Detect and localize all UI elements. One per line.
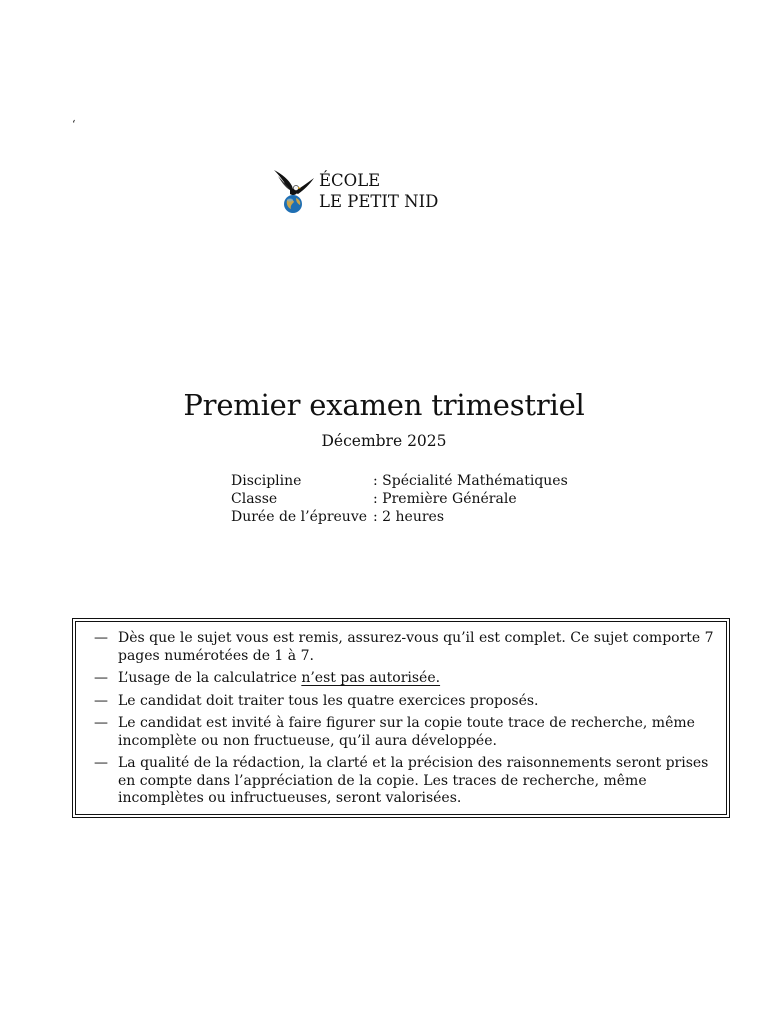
exam-date: Décembre 2025 [321,432,447,450]
info-label: Classe [231,491,278,507]
school-name-line2: LE PETIT NID [319,192,439,211]
info-row-discipline [231,472,568,490]
exam-info-table [231,472,568,526]
instructions-box [72,618,730,818]
stray-mark: ‘ [72,118,76,131]
dash-marker: — [94,755,108,771]
instruction-item [94,670,716,688]
instruction-item [94,715,716,750]
info-value: : Première Générale [373,491,517,507]
school-name-line1: ÉCOLE [319,171,381,190]
dash-marker: — [94,630,108,646]
info-label: Durée de l’épreuve [231,509,368,525]
instruction-item [94,755,716,808]
instruction-text: Dès que le sujet vous est remis, assurez-vous qu’il est complet. Ce sujet comporte 7 pages numérotées de 1 à 7. [118,630,714,664]
info-row-classe [231,490,568,508]
instructions-list [94,630,716,808]
instruction-text: La qualité de la rédaction, la clarté et la précision des raisonnements seront prises en compte dans l’appréciation de la copie. Les traces de recherche, même incomplètes ou infructueuses, seront valorisées. [118,755,709,806]
instructions-box-inner [75,621,727,815]
school-name [319,170,438,212]
dash-marker: — [94,692,108,709]
dash-marker: — [94,670,108,686]
dash-marker: — [94,715,108,731]
exam-title: Premier examen trimestriel [183,388,585,422]
info-label: Discipline [231,473,302,489]
instruction-text: Le candidat doit traiter tous les quatre exercices proposés. [118,692,539,709]
info-row-duree [231,508,568,526]
info-value: : 2 heures [373,509,445,525]
eagle-globe-logo-icon [272,166,318,216]
instruction-item [94,630,716,665]
instruction-text: L’usage de la calculatrice [118,670,302,686]
instruction-item [94,693,716,711]
instruction-emphasis: n’est pas autorisée. [301,670,441,686]
instruction-text: Le candidat est invité à faire figurer sur la copie toute trace de recherche, même incomplète ou non fructueuse, qu’il aura développée. [118,715,695,749]
info-value: : Spécialité Mathématiques [373,473,568,489]
